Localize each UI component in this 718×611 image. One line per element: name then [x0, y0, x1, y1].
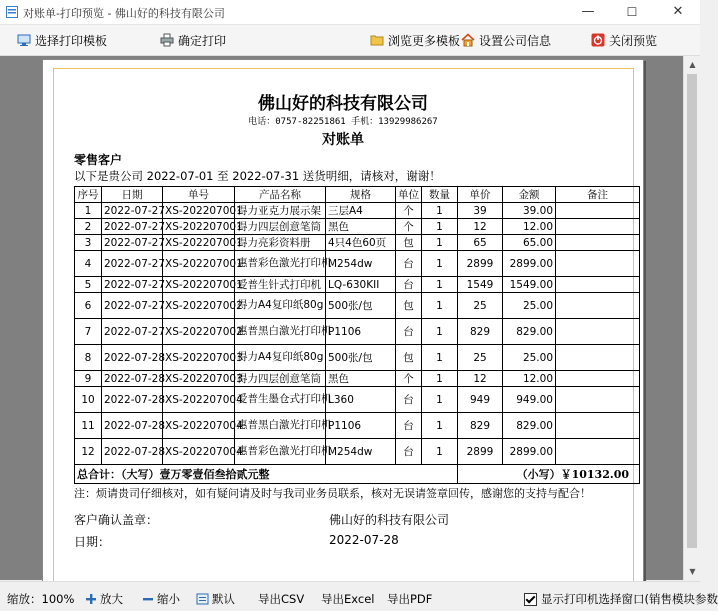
cell-spec: 三层A4	[326, 203, 396, 219]
minimize-button[interactable]: —	[581, 4, 595, 19]
window-title: 对账单-打印预览 - 佛山好的科技有限公司	[23, 7, 225, 20]
col-header-qty: 数量	[422, 187, 458, 203]
export-excel-button[interactable]: 导出Excel	[321, 592, 375, 606]
cell-index: 10	[75, 387, 102, 413]
export-csv-button[interactable]: 导出CSV	[258, 592, 305, 606]
cell-product: 得力亚克力展示架	[235, 203, 326, 219]
cell-product: 爱普生墨仓式打印机	[235, 387, 326, 413]
cell-unit: 台	[396, 439, 422, 465]
cell-price: 829	[458, 319, 503, 345]
cell-product: 得力四层创意笔筒	[235, 219, 326, 235]
cell-product: 爱普生针式打印机	[235, 277, 326, 293]
cell-date: 2022-07-27	[102, 219, 163, 235]
col-header-index: 序号	[75, 187, 102, 203]
cell-date: 2022-07-28	[102, 345, 163, 371]
col-header-price: 单价	[458, 187, 503, 203]
cell-index: 8	[75, 345, 102, 371]
cell-price: 949	[458, 387, 503, 413]
confirm-print-label: 确定打印	[178, 33, 227, 48]
cell-remark	[556, 235, 640, 251]
cell-spec: 黑色	[326, 219, 396, 235]
cell-qty: 1	[422, 371, 458, 387]
cell-spec: LQ-630KII	[326, 277, 396, 293]
scroll-up-arrow-icon[interactable]: ▲	[689, 60, 696, 69]
cell-price: 2899	[458, 251, 503, 277]
cell-spec: M254dw	[326, 251, 396, 277]
cell-order-no: XS-202207004	[163, 413, 235, 439]
cell-spec: M254dw	[326, 439, 396, 465]
cell-qty: 1	[422, 219, 458, 235]
cell-qty: 1	[422, 277, 458, 293]
cell-qty: 1	[422, 345, 458, 371]
cell-unit: 台	[396, 277, 422, 293]
col-header-order-no: 单号	[163, 187, 235, 203]
cell-product: 惠普黑白激光打印机	[235, 319, 326, 345]
cell-remark	[556, 251, 640, 277]
page-icon	[196, 593, 209, 605]
cell-price: 12	[458, 219, 503, 235]
col-header-spec: 规格	[326, 187, 396, 203]
company-settings-button[interactable]	[461, 31, 551, 49]
cell-spec: 4只4色60页	[326, 235, 396, 251]
cell-unit: 包	[396, 345, 422, 371]
cell-spec: P1106	[326, 319, 396, 345]
cell-amount: 2899.00	[503, 251, 556, 277]
select-template-button[interactable]	[17, 31, 107, 49]
cell-qty: 1	[422, 439, 458, 465]
browse-templates-label: 浏览更多模板	[388, 33, 461, 48]
cell-unit: 个	[396, 219, 422, 235]
cell-remark	[556, 219, 640, 235]
cell-amount: 829.00	[503, 319, 556, 345]
cell-price: 2899	[458, 439, 503, 465]
select-template-label: 选择打印模板	[35, 33, 108, 48]
cell-order-no: XS-202207004	[163, 387, 235, 413]
cell-date: 2022-07-27	[102, 251, 163, 277]
close-preview-label: 关闭预览	[609, 33, 658, 48]
cell-index: 9	[75, 371, 102, 387]
statement-body	[75, 203, 640, 465]
table-row	[75, 319, 640, 345]
col-header-product: 产品名称	[235, 187, 326, 203]
power-icon	[591, 33, 605, 47]
cell-remark	[556, 203, 640, 219]
cell-unit: 包	[396, 293, 422, 319]
cell-amount: 949.00	[503, 387, 556, 413]
cell-unit: 台	[396, 319, 422, 345]
cell-product: 惠普彩色激光打印机	[235, 439, 326, 465]
cell-unit: 台	[396, 413, 422, 439]
zoom-in-label: 放大	[100, 592, 123, 606]
cell-remark	[556, 319, 640, 345]
table-row	[75, 203, 640, 219]
cell-unit: 个	[396, 203, 422, 219]
cell-date: 2022-07-28	[102, 387, 163, 413]
cell-date: 2022-07-27	[102, 203, 163, 219]
default-zoom-button[interactable]	[196, 591, 235, 607]
cell-date: 2022-07-27	[102, 277, 163, 293]
plus-icon	[85, 593, 97, 605]
preview-viewport[interactable]	[0, 56, 683, 580]
monitor-icon	[17, 33, 31, 47]
col-header-unit: 单位	[396, 187, 422, 203]
cell-price: 12	[458, 371, 503, 387]
table-row	[75, 293, 640, 319]
cell-spec: L360	[326, 387, 396, 413]
cell-price: 1549	[458, 277, 503, 293]
cell-amount: 12.00	[503, 371, 556, 387]
cell-amount: 25.00	[503, 345, 556, 371]
status-bar	[0, 581, 718, 611]
cell-remark	[556, 345, 640, 371]
cell-order-no: XS-202207001	[163, 235, 235, 251]
cell-unit: 个	[396, 371, 422, 387]
cell-order-no: XS-202207001	[163, 219, 235, 235]
cell-order-no: XS-202207001	[163, 251, 235, 277]
cell-amount: 829.00	[503, 413, 556, 439]
minus-icon	[142, 593, 154, 605]
cell-product: 得力四层创意笔筒	[235, 371, 326, 387]
cell-qty: 1	[422, 319, 458, 345]
toolbar	[0, 25, 700, 56]
margin-guide-top	[53, 68, 633, 69]
cell-amount: 25.00	[503, 293, 556, 319]
cell-unit: 台	[396, 387, 422, 413]
cell-index: 5	[75, 277, 102, 293]
cell-amount: 2899.00	[503, 439, 556, 465]
cell-remark	[556, 387, 640, 413]
date-value: 2022-07-28	[329, 533, 399, 547]
customer-confirm-label: 客户确认盖章：	[74, 513, 159, 527]
cell-date: 2022-07-28	[102, 371, 163, 387]
default-zoom-label: 默认	[212, 592, 235, 606]
cell-index: 7	[75, 319, 102, 345]
col-header-remark: 备注	[556, 187, 640, 203]
company-sign: 佛山好的科技有限公司	[329, 513, 450, 527]
export-pdf-button[interactable]: 导出PDF	[387, 592, 433, 606]
cell-remark	[556, 277, 640, 293]
cell-unit: 台	[396, 251, 422, 277]
cell-qty: 1	[422, 203, 458, 219]
cell-price: 25	[458, 293, 503, 319]
cell-product: 得力亮彩资料册	[235, 235, 326, 251]
printer-icon	[160, 33, 174, 47]
cell-date: 2022-07-27	[102, 319, 163, 345]
customer-name: 零售客户	[74, 153, 123, 167]
statement-table	[74, 186, 640, 484]
cell-qty: 1	[422, 413, 458, 439]
cell-product: 得力A4复印纸80g	[235, 293, 326, 319]
cell-index: 6	[75, 293, 102, 319]
document-title: 对账单	[322, 132, 364, 148]
cell-index: 12	[75, 439, 102, 465]
cell-order-no: XS-202207001	[163, 277, 235, 293]
cell-product: 惠普黑白激光打印机	[235, 413, 326, 439]
statement-note: 注：烦请贵司仔细核对，如有疑问请及时与我司业务员联系，核对无误请签章回传，感谢您的支持与配合！	[74, 487, 591, 500]
cell-spec: 500张/包	[326, 345, 396, 371]
cell-product: 惠普彩色激光打印机	[235, 251, 326, 277]
title-bar	[0, 0, 700, 25]
col-header-amount: 金额	[503, 187, 556, 203]
checkbox-checked-icon	[524, 593, 537, 606]
table-row	[75, 235, 640, 251]
confirm-print-button[interactable]	[160, 31, 226, 49]
maximize-button[interactable]: ☐	[626, 5, 638, 19]
cell-spec: 500张/包	[326, 293, 396, 319]
table-row	[75, 387, 640, 413]
app-icon	[6, 6, 18, 18]
show-printer-dialog-label: 显示打印机选择窗口(销售模块参数	[541, 592, 718, 606]
cell-index: 11	[75, 413, 102, 439]
cell-unit: 包	[396, 235, 422, 251]
cell-spec: P1106	[326, 413, 396, 439]
table-row	[75, 251, 640, 277]
close-preview-button[interactable]	[591, 31, 657, 49]
cell-remark	[556, 413, 640, 439]
cell-index: 4	[75, 251, 102, 277]
cell-date: 2022-07-28	[102, 439, 163, 465]
cell-amount: 1549.00	[503, 277, 556, 293]
browse-templates-button[interactable]	[370, 31, 460, 49]
cell-order-no: XS-202207003	[163, 345, 235, 371]
cell-price: 65	[458, 235, 503, 251]
show-printer-dialog-checkbox[interactable]	[524, 591, 718, 607]
cell-amount: 12.00	[503, 219, 556, 235]
cell-date: 2022-07-27	[102, 293, 163, 319]
cell-order-no: XS-202207001	[163, 203, 235, 219]
table-row	[75, 413, 640, 439]
cell-remark	[556, 293, 640, 319]
cell-index: 2	[75, 219, 102, 235]
cell-remark	[556, 439, 640, 465]
cell-amount: 39.00	[503, 203, 556, 219]
company-contact: 电话：0757-82251861 手机：13929986267	[248, 117, 438, 127]
cell-price: 25	[458, 345, 503, 371]
home-icon	[461, 33, 475, 47]
cell-date: 2022-07-28	[102, 413, 163, 439]
scroll-down-arrow-icon[interactable]: ▼	[689, 567, 696, 576]
cell-index: 1	[75, 203, 102, 219]
cell-price: 39	[458, 203, 503, 219]
statement-intro: 以下是贵公司 2022-07-01 至 2022-07-31 送货明细，请核对，谢谢！	[74, 169, 441, 183]
cell-order-no: XS-202207002	[163, 319, 235, 345]
cell-index: 3	[75, 235, 102, 251]
table-row	[75, 345, 640, 371]
table-row	[75, 371, 640, 387]
cell-price: 829	[458, 413, 503, 439]
col-header-date: 日期	[102, 187, 163, 203]
zoom-out-label: 缩小	[157, 592, 180, 606]
table-row	[75, 277, 640, 293]
table-row	[75, 219, 640, 235]
cell-qty: 1	[422, 387, 458, 413]
cell-qty: 1	[422, 235, 458, 251]
scroll-thumb[interactable]	[687, 74, 697, 548]
cell-qty: 1	[422, 293, 458, 319]
cell-order-no: XS-202207004	[163, 439, 235, 465]
close-window-button[interactable]: ✕	[672, 4, 684, 19]
cell-remark	[556, 371, 640, 387]
vertical-scrollbar[interactable]	[683, 56, 701, 580]
total-lowercase: （小写）￥10132.00	[458, 465, 640, 484]
cell-order-no: XS-202207002	[163, 293, 235, 319]
table-row	[75, 439, 640, 465]
date-label: 日期：	[74, 535, 111, 549]
zoom-in-button[interactable]	[85, 591, 123, 607]
total-row	[75, 465, 640, 484]
cell-amount: 65.00	[503, 235, 556, 251]
company-name: 佛山好的科技有限公司	[258, 94, 428, 114]
print-page	[42, 59, 644, 591]
cell-order-no: XS-202207003	[163, 371, 235, 387]
cell-date: 2022-07-27	[102, 235, 163, 251]
zoom-out-button[interactable]	[142, 591, 180, 607]
folder-icon	[370, 33, 384, 47]
cell-product: 得力A4复印纸80g	[235, 345, 326, 371]
cell-spec: 黑色	[326, 371, 396, 387]
total-uppercase: 总合计：（大写）壹万零壹佰叁拾贰元整	[75, 465, 458, 484]
company-settings-label: 设置公司信息	[479, 33, 552, 48]
cell-qty: 1	[422, 251, 458, 277]
zoom-level: 缩放：100%	[7, 592, 75, 606]
